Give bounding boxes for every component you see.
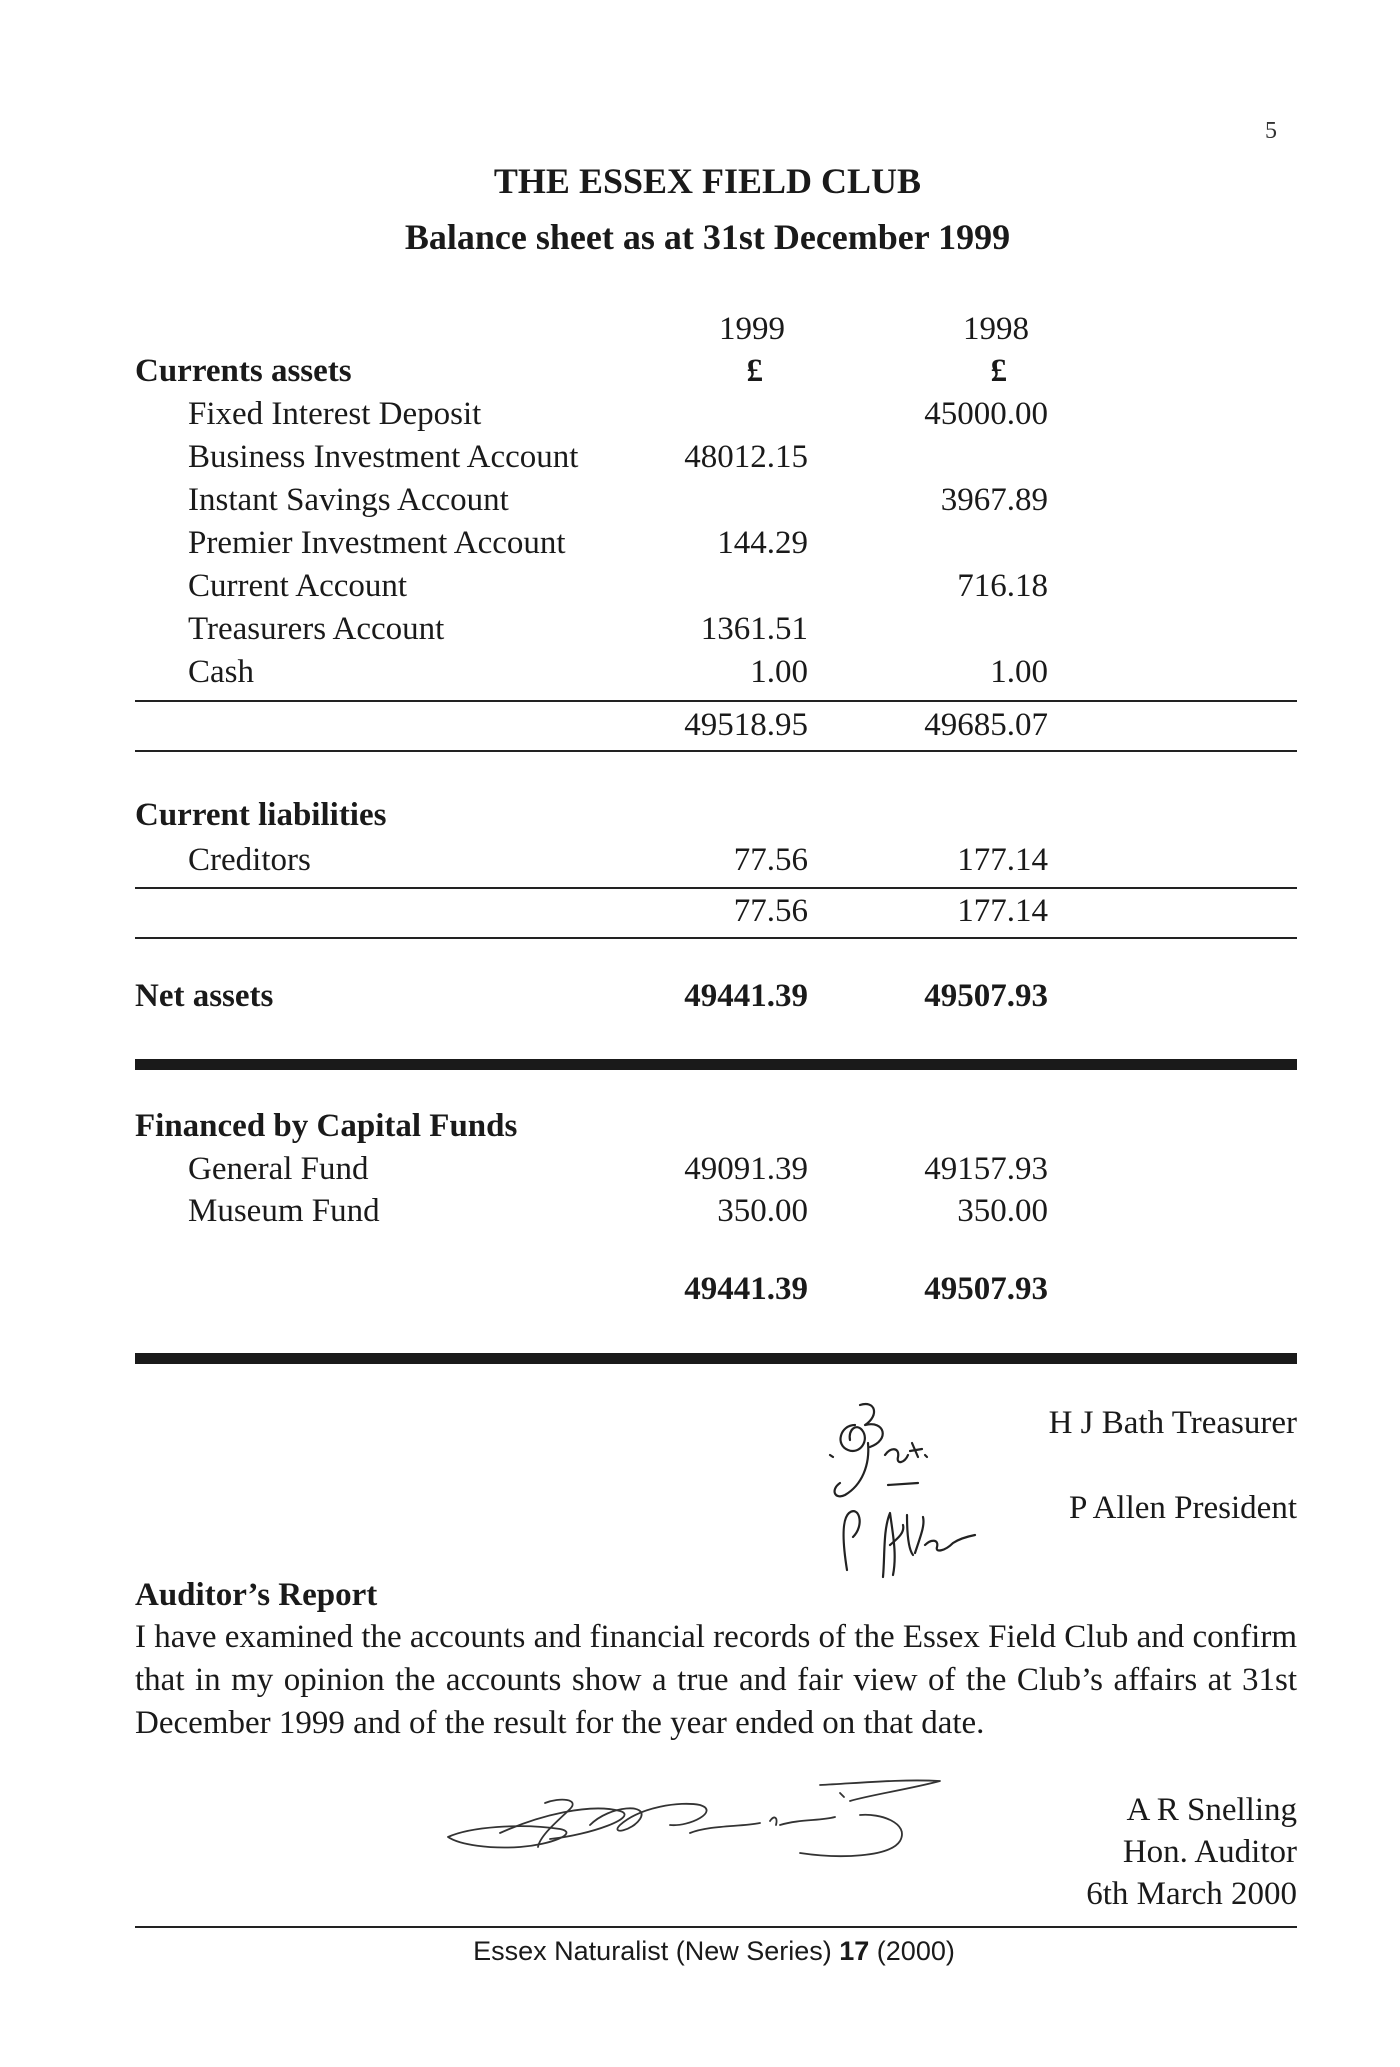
column-year-header [0,311,1400,353]
value-1998: 49685.07 [924,707,1048,743]
table-row [0,654,1400,696]
row-label: General Fund [188,1151,369,1187]
currency-symbol-1999: £ [746,353,763,389]
value-1998: 45000.00 [924,396,1048,432]
table-row [0,482,1400,524]
table-row [0,525,1400,567]
footer-suffix: (2000) [869,1936,955,1966]
value-1998: 350.00 [957,1193,1048,1229]
auditor-signature [440,1775,1020,1885]
value-1999: 49091.39 [684,1151,808,1187]
capital-funds-header-row [0,1108,1400,1150]
currency-symbol-1998: £ [990,353,1007,389]
current-liabilities-header-row [0,797,1400,839]
value-1998: 49157.93 [924,1151,1048,1187]
footer-volume: 17 [839,1936,870,1966]
row-label: Creditors [188,842,311,878]
row-label: Premier Investment Account [188,525,566,561]
auditor-report-date: 6th March 2000 [1086,1876,1297,1912]
value-1999: 48012.15 [684,439,808,475]
row-label: Current Account [188,568,408,604]
treasurer-name: H J Bath Treasurer [1048,1405,1297,1441]
auditor-title: Hon. Auditor [1122,1834,1297,1870]
footer-rule [135,1926,1297,1928]
value-1998: 1.00 [990,654,1048,690]
thick-rule [135,1059,1297,1070]
president-signature [835,1495,1025,1585]
footer-prefix: Essex Naturalist (New Series) [473,1936,840,1966]
rule-line [135,750,1297,752]
table-row [0,842,1400,884]
auditor-report-heading: Auditor’s Report [135,1577,378,1613]
row-label: Net assets [135,978,274,1014]
thick-rule [135,1353,1297,1364]
column-1998-label: 1998 [963,311,1029,347]
table-row [0,1193,1400,1235]
value-1999: 49441.39 [684,978,808,1014]
president-name: P Allen President [1069,1490,1297,1526]
value-1998: 49507.93 [924,1271,1048,1307]
value-1999: 1361.51 [700,611,808,647]
value-1999: 77.56 [733,893,808,929]
row-label: Museum Fund [188,1193,380,1229]
rule-line [135,700,1297,702]
rule-line [135,937,1297,939]
section-heading: Financed by Capital Funds [135,1108,518,1144]
page-subtitle: Balance sheet as at 31st December 1999 [404,217,1011,257]
table-row [0,611,1400,653]
auditor-name: A R Snelling [1126,1792,1297,1828]
value-1999: 77.56 [733,842,808,878]
value-1999: 350.00 [717,1193,808,1229]
page-number: 5 [1265,118,1277,144]
section-heading: Currents assets [135,353,352,389]
column-1999-label: 1999 [719,311,785,347]
value-1998: 716.18 [957,568,1048,604]
row-label: Cash [188,654,254,690]
subtotal-row [0,893,1400,935]
table-row [0,439,1400,481]
page-title: THE ESSEX FIELD CLUB [493,161,922,201]
row-label: Fixed Interest Deposit [188,396,482,432]
row-label: Instant Savings Account [188,482,509,518]
value-1999: 144.29 [717,525,808,561]
value-1998: 177.14 [957,842,1048,878]
rule-line [135,887,1297,889]
value-1998: 177.14 [957,893,1048,929]
value-1998: 49507.93 [924,978,1048,1014]
value-1998: 3967.89 [940,482,1048,518]
table-row [0,396,1400,438]
auditor-report-text: I have examined the accounts and financial records of the Essex Field Club and confirm that in my opinion the accounts show a true and fair view of the Club’s affairs at 31st December 1999 and of the result for the year ended on that date. [135,1619,1297,1741]
net-assets-row [0,978,1400,1020]
subtotal-row [0,707,1400,749]
table-row [0,1151,1400,1193]
row-label: Business Investment Account [188,439,579,475]
row-label: Treasurers Account [188,611,445,647]
current-assets-header-row [0,353,1400,395]
value-1999: 49441.39 [684,1271,808,1307]
journal-citation-footer [0,1936,1400,1967]
value-1999: 1.00 [750,654,808,690]
total-row [0,1271,1400,1313]
value-1999: 49518.95 [684,707,808,743]
table-row [0,568,1400,610]
section-heading: Current liabilities [135,797,387,833]
